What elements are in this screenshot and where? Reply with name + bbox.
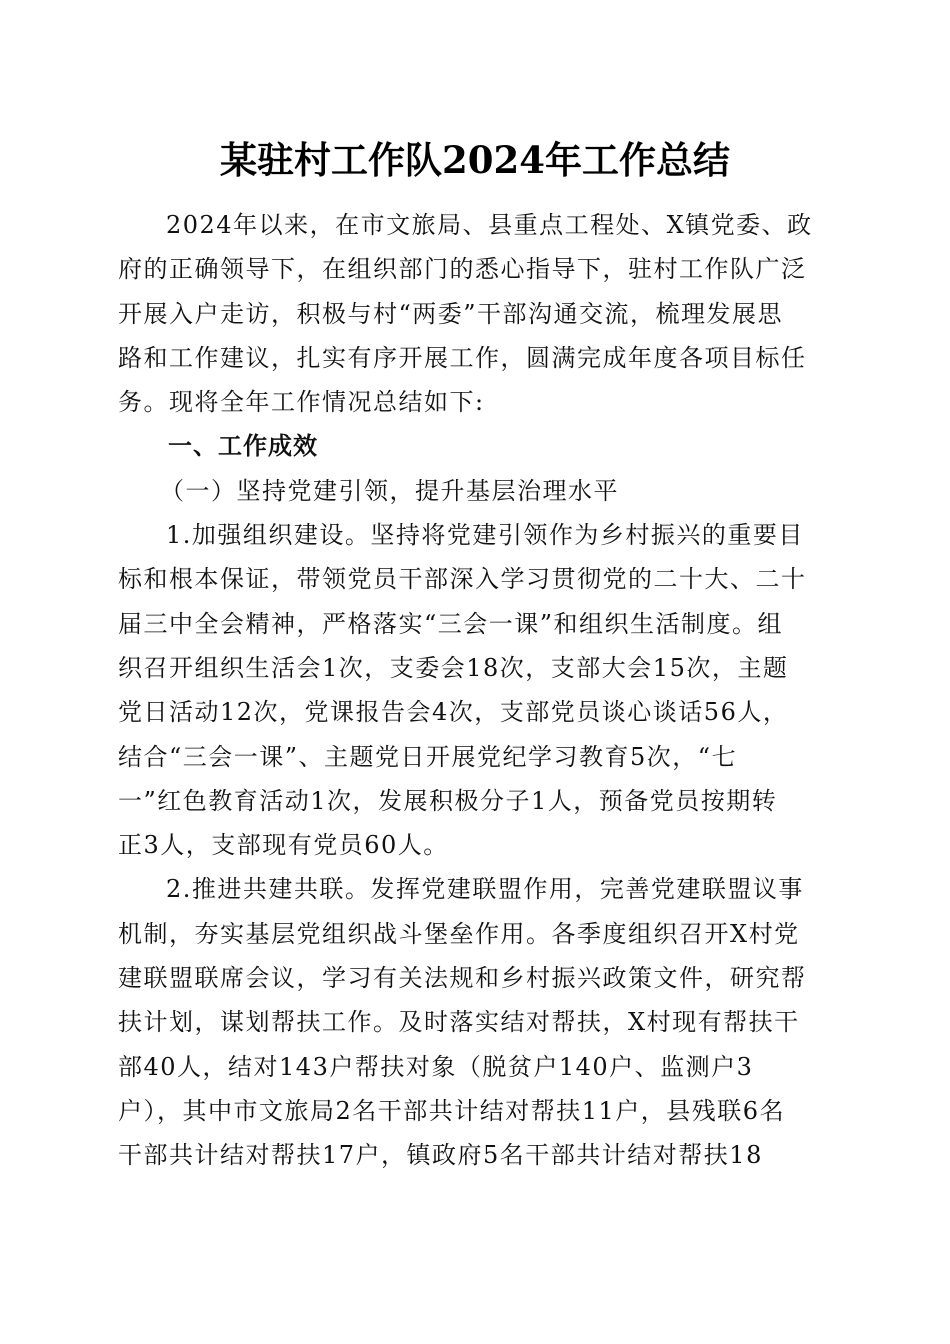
text-line: 2024年以来，在市文旅局、县重点工程处、X镇党委、政 <box>166 211 813 239</box>
text-line: 府的正确领导下，在组织部门的悉心指导下，驻村工作队广泛 <box>118 255 807 284</box>
text-line: 路和工作建议，扎实有序开展工作，圆满完成年度各项目标任 <box>118 343 807 372</box>
text-line: 机制，夯实基层党组织战斗堡垒作用。各季度组织召开X村党 <box>118 919 800 948</box>
text-line: 部40人，结对143户帮扶对象（脱贫户140户、监测户3 <box>118 1052 754 1081</box>
document-body <box>118 203 818 1178</box>
intro-paragraph <box>118 203 818 424</box>
subsection-heading: （一）坚持党建引领，提升基层治理水平 <box>160 476 619 505</box>
text-line: 织召开组织生活会1次，支委会18次，支部大会15次，主题 <box>118 653 789 682</box>
text-line: 干部共计结对帮扶17户，镇政府5名干部共计结对帮扶18 <box>118 1141 763 1170</box>
text-line: 结合“三会一课”、主题党日开展党纪学习教育5次，“七 <box>118 742 738 771</box>
text-line: 1.加强组织建设。坚持将党建引领作为乡村振兴的重要目 <box>166 521 804 550</box>
text-line: 正3人，支部现有党员60人。 <box>118 831 449 860</box>
section-heading: 一、工作成效 <box>168 432 318 461</box>
text-line: 务。现将全年工作情况总结如下: <box>118 388 485 417</box>
text-line: 户），其中市文旅局2名干部共计结对帮扶11户，县残联6名 <box>118 1096 786 1125</box>
text-line: 一”红色教育活动1次，发展积极分子1人，预备党员按期转 <box>118 786 778 815</box>
text-line: 党日活动12次，党课报告会4次，支部党员谈心谈话56人， <box>118 698 789 727</box>
paragraph-cooperation <box>118 867 818 1177</box>
text-line: 2.推进共建共联。发挥党建联盟作用，完善党建联盟议事 <box>166 875 804 904</box>
text-line: 开展入户走访，积极与村“两委”干部沟通交流，梳理发展思 <box>118 299 784 328</box>
text-line: 扶计划，谋划帮扶工作。及时落实结对帮扶，X村现有帮扶干 <box>118 1008 800 1037</box>
text-line: 建联盟联席会议，学习有关法规和乡村振兴政策文件，研究帮 <box>118 964 807 993</box>
paragraph-organization <box>118 513 818 867</box>
text-line: 标和根本保证，带领党员干部深入学习贯彻党的二十大、二十 <box>118 565 807 594</box>
document-title: 某驻村工作队2024年工作总结 <box>220 138 730 182</box>
text-line: 届三中全会精神，严格落实“三会一课”和组织生活制度。组 <box>118 609 784 638</box>
